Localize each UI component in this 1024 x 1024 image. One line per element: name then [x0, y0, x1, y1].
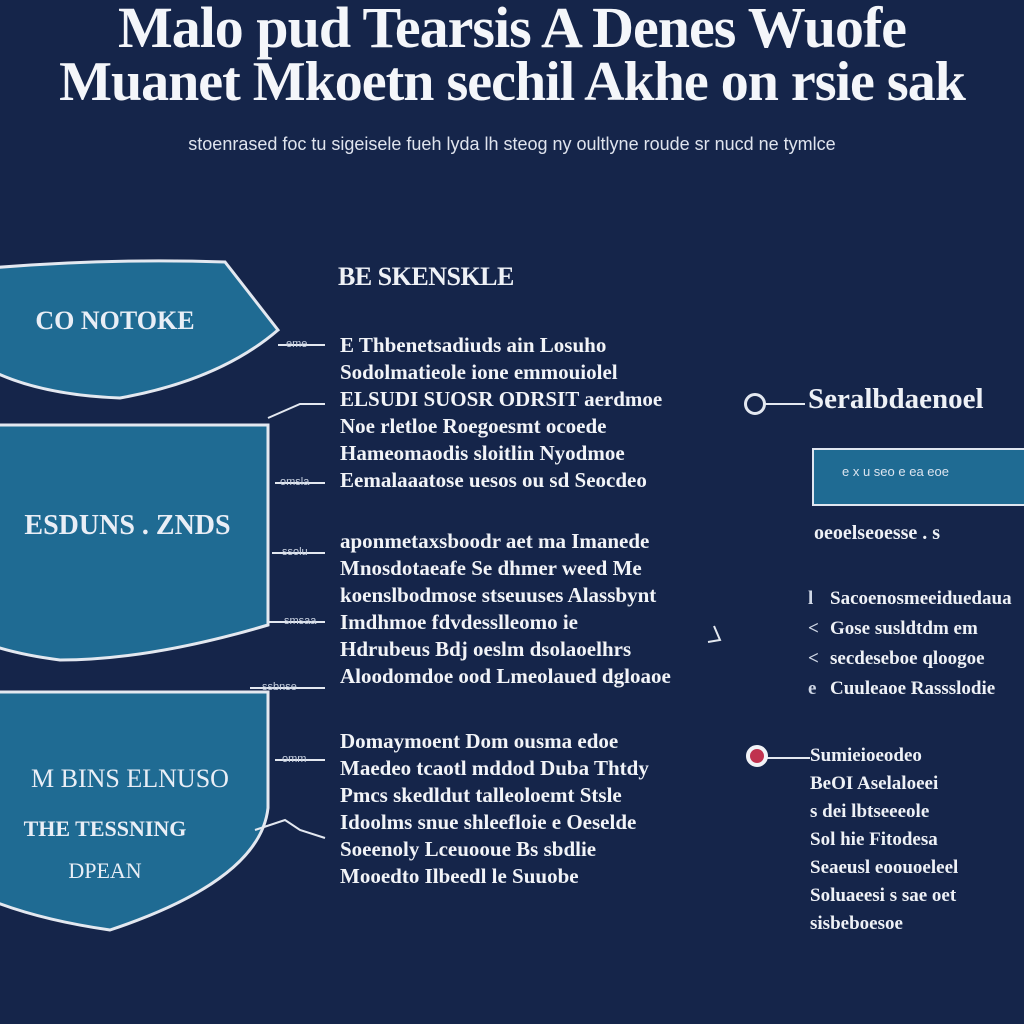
bottom-shape-label: M BINS ELNUSO — [31, 764, 229, 793]
connector-label: smsaa — [284, 615, 317, 627]
right-paragraph — [810, 742, 1024, 938]
page-subtitle: stoenrased foc tu sigeisele fueh lyda lh steog ny oultlyne roude sr nucd ne tymlce — [188, 134, 836, 154]
text-line: E Thbenetsadiuds ain Losuho — [340, 333, 607, 357]
bottom-shape-footer: DPEAN — [68, 858, 142, 883]
text-line: Aloodomdoe ood Lmeolaued dgloaoe — [340, 664, 671, 688]
list-item: < secdeseboe qloogoe — [808, 648, 985, 669]
connector-label: ssbnse — [262, 681, 297, 693]
connector-label: eme — [286, 338, 308, 350]
text-line: Imdhmoe fdvdesslleomo ie — [340, 610, 578, 634]
bottom-shield-shape — [0, 692, 268, 930]
connector-label: ssolu — [282, 546, 308, 558]
text-line: Sodolmatieole ione emmouiolel — [340, 360, 618, 384]
text-line: Soeenoly Lceuooue Bs sbdlie — [340, 837, 597, 861]
middle-shield-shape — [0, 425, 268, 660]
text-line: Seaeusl eoouoeleel — [810, 857, 959, 878]
paragraph-1 — [340, 332, 740, 494]
top-shape-label: CO NOTOKE — [35, 306, 195, 335]
paragraph-3 — [340, 728, 740, 890]
text-line: Hameomaodis sloitlin Nyodmoe — [340, 441, 625, 465]
bullet-list — [808, 588, 1012, 708]
list-item: < Gose susldtdm em — [808, 618, 978, 639]
text-line: aponmetaxsboodr aet ma Imanede — [340, 529, 650, 553]
middle-shape-label: ESDUNS . ZNDS — [24, 510, 231, 541]
text-line: Soluaeesi s sae oet — [810, 885, 957, 906]
text-line: Eemalaaatose uesos ou sd Seocdeo — [340, 468, 647, 492]
text-line: s dei lbtseeeole — [810, 801, 930, 822]
connector-label: omsla — [280, 476, 310, 488]
right-caption: oeoelseoesse . s — [814, 522, 941, 544]
bullet-icon: l — [808, 588, 814, 609]
text-line: Maedeo tcaotl mddod Duba Thtdy — [340, 756, 649, 780]
page-title-line2: Muanet Mkoetn sechil Akhe on rsie sak — [59, 51, 965, 113]
section-heading: BE SKENSKLE — [338, 262, 514, 291]
text-line: Domaymoent Dom ousma edoe — [340, 729, 619, 753]
text-line: Hdrubeus Bdj oeslm dsolaoelhrs — [340, 637, 632, 661]
page-title: Malo pud Tearsis A Denes Wuofe — [117, 0, 907, 60]
text-line: Sol hie Fitodesa — [810, 829, 938, 850]
text-line: Mnosdotaeafe Se dhmer weed Me — [340, 556, 642, 580]
circle-marker-icon — [744, 393, 766, 415]
pin-marker-icon — [746, 745, 768, 767]
connector-label: omm — [282, 753, 307, 765]
bullet-icon: < — [808, 618, 819, 639]
text-line: Pmcs skedldut talleoloemt Stsle — [340, 783, 622, 807]
text-line: ELSUDI SUOSR ODRSIT aerdmoe — [340, 387, 663, 411]
text-line: Sumieioeodeo — [810, 745, 922, 766]
bullet-icon: e — [808, 678, 817, 699]
text-line: koenslbodmose stseuuses Alassbynt — [340, 583, 657, 607]
text-line: Noe rletloe Roegoesmt ocoede — [340, 414, 607, 438]
list-item: l Sacoenosmeeiduedaua — [808, 588, 1012, 609]
text-line: Mooedto Ilbeedl le Suuobe — [340, 864, 579, 888]
search-input[interactable] — [812, 448, 1024, 506]
text-line: BeOI Aselaloeei — [810, 773, 939, 794]
text-line: Idoolms snue shleefloie e Oeselde — [340, 810, 637, 834]
bottom-shape-sublabel: THE TESSNING — [23, 816, 187, 841]
list-item: e Cuuleaoe Rassslodie — [808, 678, 996, 699]
text-line: sisbeboesoe — [810, 913, 903, 934]
paragraph-2 — [340, 528, 740, 690]
search-placeholder: e x u seo e ea eoe — [842, 464, 949, 479]
right-heading: Seralbdaenoel — [808, 383, 984, 415]
bullet-icon: < — [808, 648, 819, 669]
